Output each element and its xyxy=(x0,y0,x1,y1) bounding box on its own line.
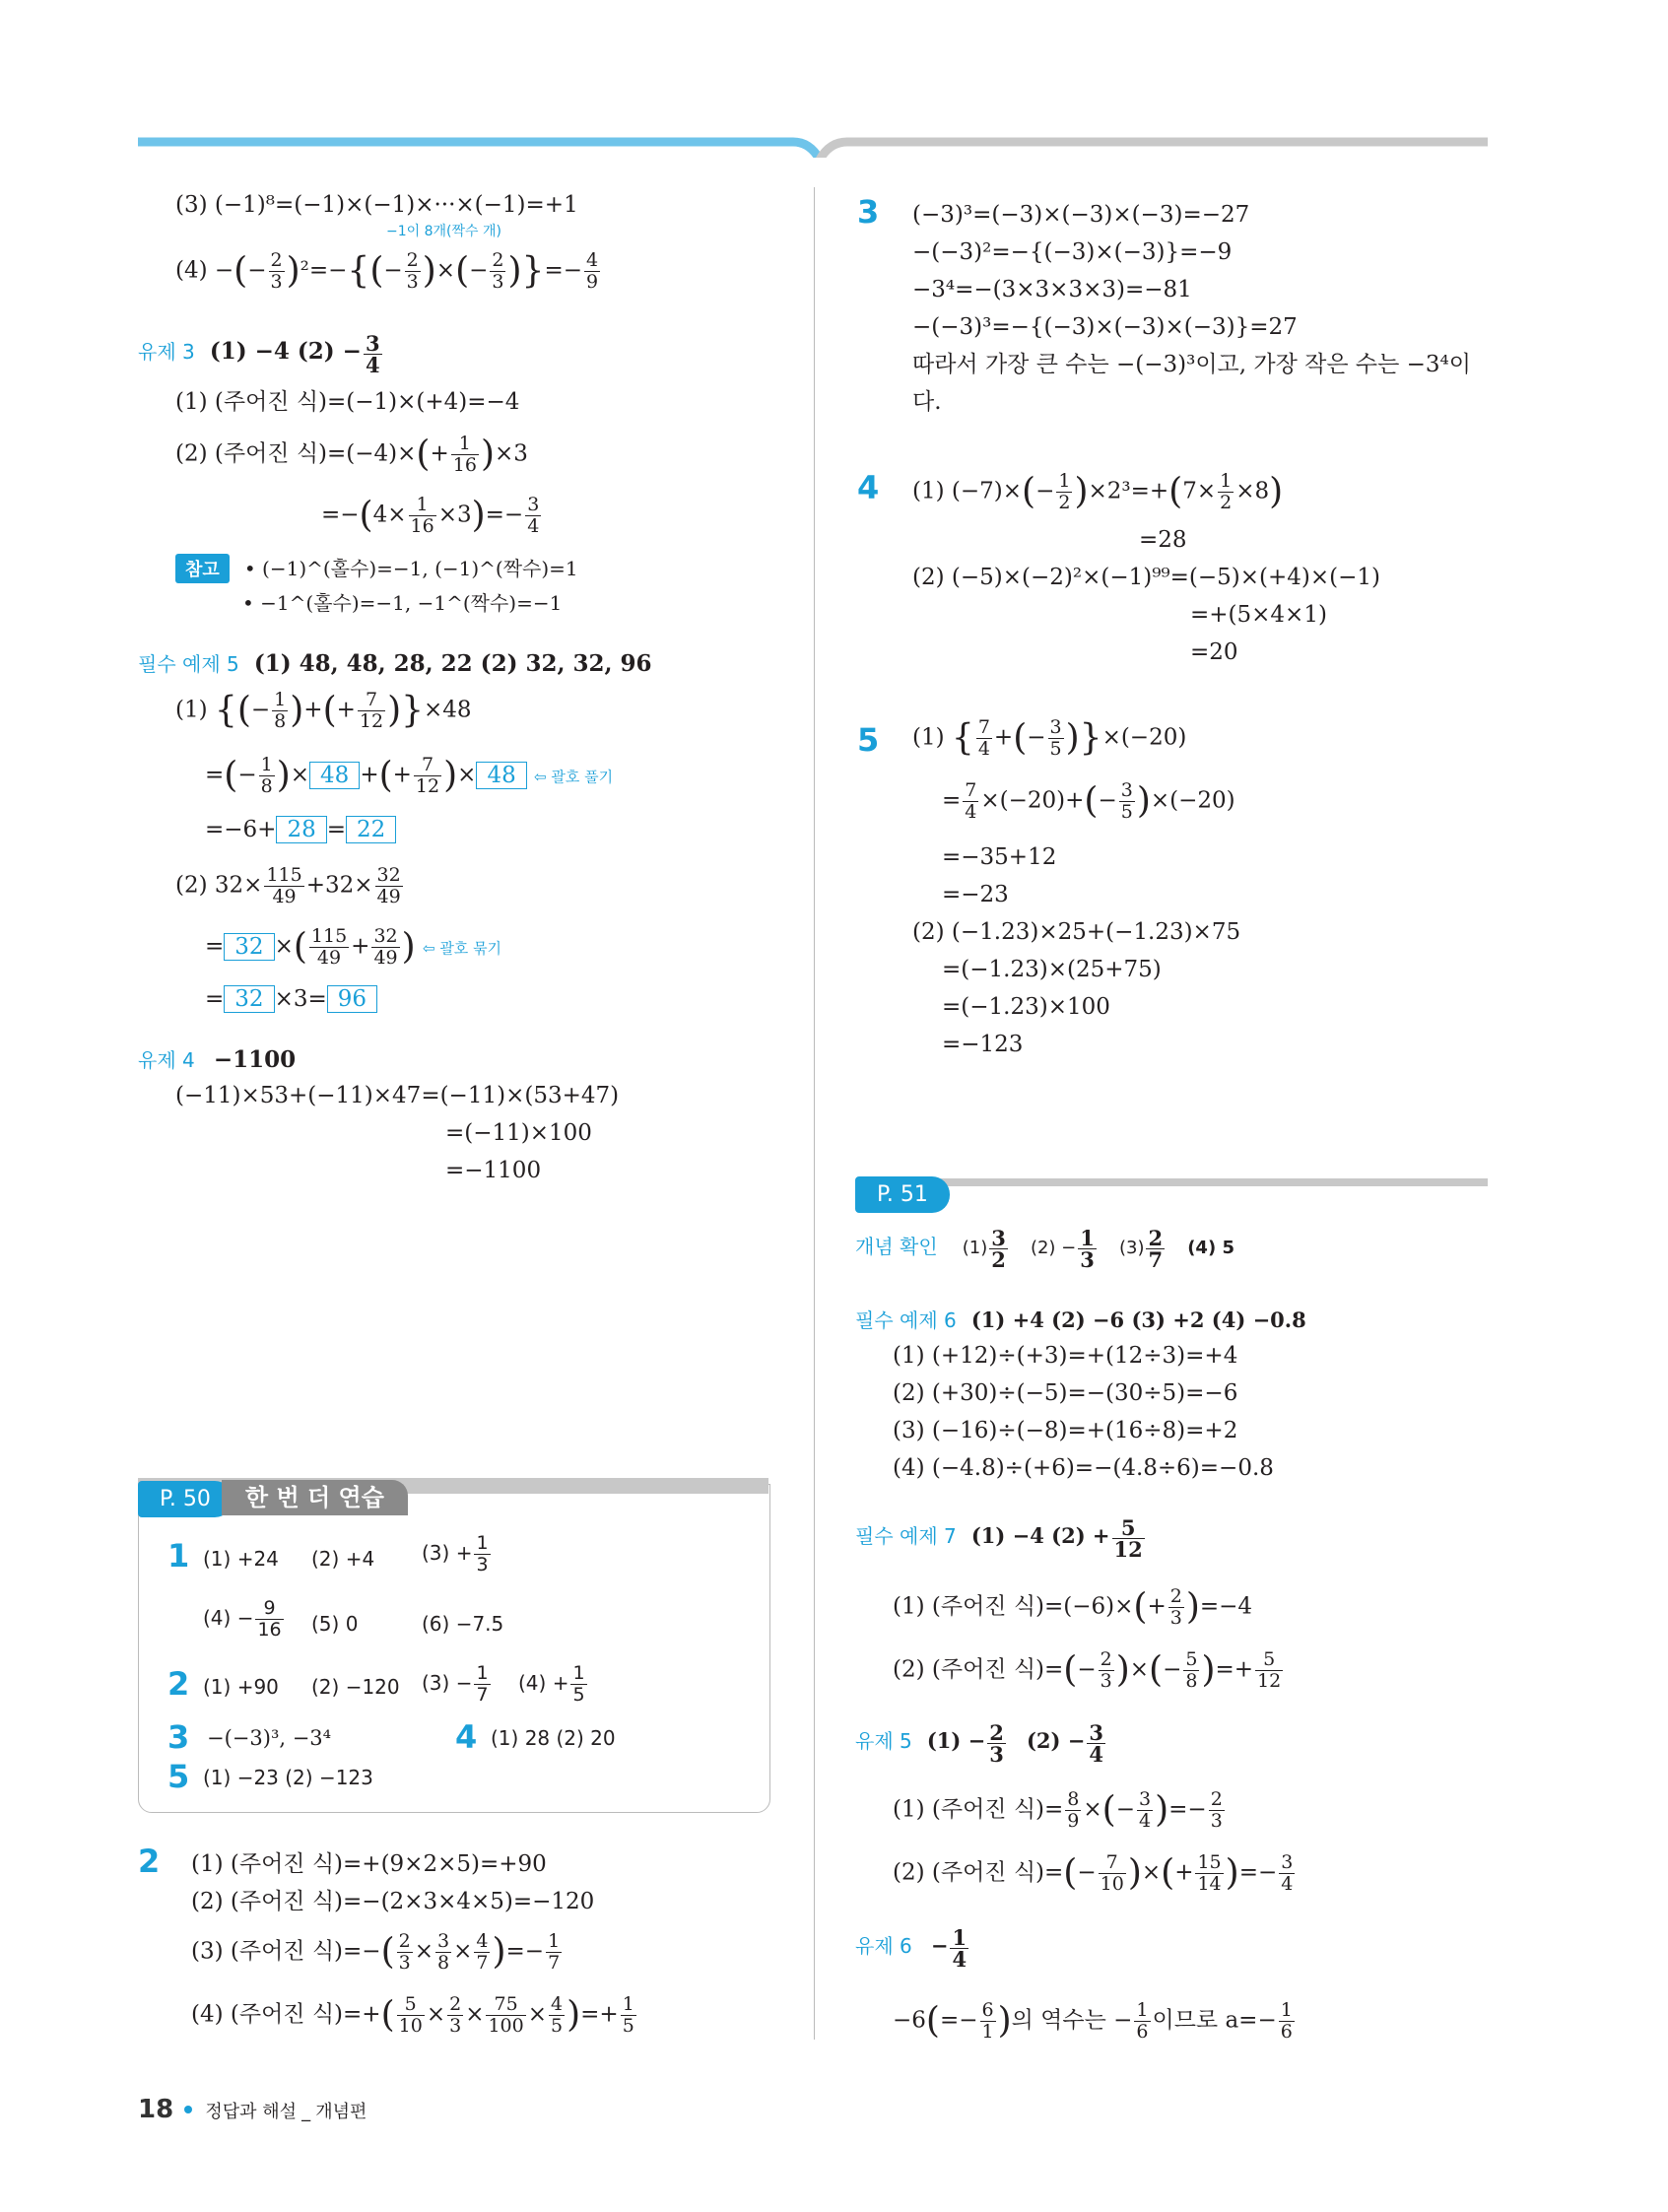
ex6-header: 필수 예제 6 (1) +4 (2) −6 (3) +2 (4) −0.8 xyxy=(855,1307,1306,1332)
ex7-header: 필수 예제 7 (1) −4 (2) + $\frac{5}{12}$ xyxy=(855,1515,1143,1562)
ex5-line3: =−6+ 28 = 22 xyxy=(205,816,396,843)
ex5-line1: (1) {(− $\frac{1}{8}$ )+(+ $\frac{7}{12}$ )}×48 xyxy=(175,689,472,732)
sol3-line5: 따라서 가장 큰 수는 −(−3)³이고, 가장 작은 수는 −3⁴이 xyxy=(912,352,1471,377)
yj4-line1: (−11)×53+(−11)×47=(−11)×(53+47) xyxy=(175,1083,620,1108)
answer-box: 22 xyxy=(346,816,396,843)
practice-a3: −(−3)³, −3⁴ xyxy=(207,1726,332,1750)
practice-num-2: 2 xyxy=(167,1665,190,1703)
yj3-header: 유제 3 (1) −4 (2) − $\frac{3}{4}$ xyxy=(138,331,380,377)
sol3-line3: −3⁴=−(3×3×3×3)=−81 xyxy=(912,277,1192,302)
p51-badge: P. 51 xyxy=(855,1176,950,1213)
sol4-line5: =20 xyxy=(1190,639,1238,665)
answer-box: 32 xyxy=(224,985,274,1013)
practice-a1-3: (3) + $\frac{1}{3}$ xyxy=(422,1532,489,1575)
answer-box: 48 xyxy=(476,762,526,789)
practice-a1-2: (2) +4 xyxy=(311,1547,375,1571)
sol3-line4: −(−3)³=−{(−3)×(−3)×(−3)}=27 xyxy=(912,314,1298,340)
ex5-line4: (2) 32× $\frac{115}{49}$ +32× $\frac{32}{49}$ xyxy=(175,864,401,907)
reference-badge: 참고 xyxy=(175,554,230,583)
ex4-line3: (3) (−1)⁸=(−1)×(−1)×···×(−1)=+1 xyxy=(175,192,578,218)
ex5-header: 필수 예제 5 (1) 48, 48, 28, 22 (2) 32, 32, 96 xyxy=(138,650,652,677)
sol5-line8: =−123 xyxy=(942,1032,1024,1057)
practice-a2-3: (3) − $\frac{1}{7}$ xyxy=(422,1662,489,1706)
yj3-step2: (2) (주어진 식)=(−4)×(+ $\frac{1}{16}$ )×3 xyxy=(175,433,528,476)
yj5-line1: (1) (주어진 식)= $\frac{8}{9}$ ×(− $\frac{3}{4}$ )=− $\frac{2}{3}$ xyxy=(893,1788,1223,1832)
practice-a2-1: (1) +90 xyxy=(203,1675,279,1699)
ex6-line3: (3) (−16)÷(−8)=+(16÷8)=+2 xyxy=(893,1418,1238,1443)
answer-box: 48 xyxy=(309,762,360,789)
sol2-num: 2 xyxy=(138,1843,161,1880)
ex7-line1: (1) (주어진 식)=(−6)×(+ $\frac{2}{3}$ )=−4 xyxy=(893,1585,1253,1629)
sol2-line4: (4) (주어진 식)=+( $\frac{5}{10}$ × $\frac{2}{3}$ × $\frac{75}{100}$ × $\frac{4}{5}$ )=+ $\frac{1}{5}$ xyxy=(191,1993,634,2037)
sol3-line1: (−3)³=(−3)×(−3)×(−3)=−27 xyxy=(912,202,1250,228)
practice-a4: (1) 28 (2) 20 xyxy=(491,1726,616,1750)
sol4-line4: =+(5×4×1) xyxy=(1190,602,1327,628)
practice-a2-2: (2) −120 xyxy=(311,1675,400,1699)
ex6-line2: (2) (+30)÷(−5)=−(30÷5)=−6 xyxy=(893,1380,1238,1406)
practice-num-5: 5 xyxy=(167,1758,190,1795)
yj5-header: 유제 5 (1) − $\frac{2}{3}$ (2) − $\frac{3}{4}$ xyxy=(855,1720,1103,1767)
yj4-header: 유제 4 −1100 xyxy=(138,1046,297,1073)
sol2-line3: (3) (주어진 식)=−( $\frac{2}{3}$ × $\frac{3}{8}$ × $\frac{4}{7}$ )=− $\frac{1}{7}$ xyxy=(191,1930,561,1974)
yj4-line3: =−1100 xyxy=(445,1158,542,1183)
yj3-reference: 참고 • (−1)^(홀수)=−1, (−1)^(짝수)=1 xyxy=(175,554,578,583)
concept-check: 개념 확인 (1) $\frac{3}{2}$ (2) − $\frac{1}{3}$ (3) $\frac{2}{7}$ (4) 5 xyxy=(855,1226,1234,1272)
sol4-line3: (2) (−5)×(−2)²×(−1)⁹⁹=(−5)×(+4)×(−1) xyxy=(912,565,1381,590)
ex4-line3-note: −1이 8개(짝수 개) xyxy=(386,224,501,239)
practice-num-4: 4 xyxy=(455,1718,478,1756)
practice-a2-4: (4) + $\frac{1}{5}$ xyxy=(518,1662,585,1706)
practice-a1-5: (5) 0 xyxy=(311,1612,359,1636)
sol3-line6: 다. xyxy=(912,389,942,415)
sol2-line1: (1) (주어진 식)=+(9×2×5)=+90 xyxy=(191,1851,547,1877)
yj6-header: 유제 6 − $\frac{1}{4}$ xyxy=(855,1925,967,1972)
answer-box: 28 xyxy=(276,816,326,843)
footer: 18 정답과 해설 _ 개념편 xyxy=(138,2095,367,2124)
yj6-line1: −6(=− $\frac{6}{1}$ )의 역수는 − $\frac{1}{6}$ 이므로 a=− $\frac{1}{6}$ xyxy=(893,1999,1293,2043)
practice-a1-1: (1) +24 xyxy=(203,1547,279,1571)
ex5-line6: = 32 ×3= 96 xyxy=(205,985,377,1013)
ex7-line2: (2) (주어진 식)=(− $\frac{2}{3}$ )×(− $\frac{5}{8}$ )=+ $\frac{5}{12}$ xyxy=(893,1648,1282,1692)
practice-num-3: 3 xyxy=(167,1718,190,1756)
answer-box: 32 xyxy=(224,933,274,961)
practice-num-1: 1 xyxy=(167,1537,190,1575)
yj3-step1: (1) (주어진 식)=(−1)×(+4)=−4 xyxy=(175,389,520,415)
practice-a1-4: (4) − $\frac{9}{16}$ xyxy=(203,1597,282,1641)
sol4-num: 4 xyxy=(857,469,880,506)
practice-header: P. 50 한 번 더 연습 xyxy=(138,1478,408,1517)
sol3-num: 3 xyxy=(857,193,880,231)
sol2-line2: (2) (주어진 식)=−(2×3×4×5)=−120 xyxy=(191,1889,595,1914)
p51-rule xyxy=(857,1178,1488,1186)
sol5-line4: =−23 xyxy=(942,882,1009,907)
yj4-line2: =(−11)×100 xyxy=(445,1120,592,1146)
sol4-line1: (1) (−7)×(− $\frac{1}{2}$ )×2³=+(7× $\frac{1}{2}$ ×8) xyxy=(912,470,1284,513)
sol5-num: 5 xyxy=(857,721,880,759)
sol5-line1: (1) { $\frac{7}{4}$ +(− $\frac{3}{5}$ )}×(−20) xyxy=(912,716,1187,760)
practice-a5: (1) −23 (2) −123 xyxy=(203,1766,373,1789)
ex6-line1: (1) (+12)÷(+3)=+(12÷3)=+4 xyxy=(893,1343,1238,1369)
ex4-line4: (4) −(− $\frac{2}{3}$ )²=−{(− $\frac{2}{3}$ )×(− $\frac{2}{3}$ )}=− $\frac{4}{9}$ xyxy=(175,249,599,293)
header-rule xyxy=(0,0,1668,158)
sol5-line6: =(−1.23)×(25+75) xyxy=(942,957,1162,982)
ex5-line2: =(− $\frac{1}{8}$ )× 48 +(+ $\frac{7}{12}$ )× 48 ⇦ 괄호 풀기 xyxy=(205,754,614,797)
ex6-line4: (4) (−4.8)÷(+6)=−(4.8÷6)=−0.8 xyxy=(893,1455,1274,1481)
ex5-line5: = 32 ×( $\frac{115}{49}$ + $\frac{32}{49}$ ) ⇦ 괄호 묶기 xyxy=(205,925,502,969)
answer-box: 96 xyxy=(327,985,377,1013)
sol5-line5: (2) (−1.23)×25+(−1.23)×75 xyxy=(912,919,1241,945)
sol5-line7: =(−1.23)×100 xyxy=(942,994,1110,1020)
yj3-step3: =−(4× $\frac{1}{16}$ ×3)=− $\frac{3}{4}$ xyxy=(321,494,540,537)
sol4-line2: =28 xyxy=(1139,527,1187,553)
column-divider xyxy=(814,187,815,2040)
sol5-line2: = $\frac{7}{4}$ ×(−20)+(− $\frac{3}{5}$ )×(−20) xyxy=(942,779,1235,823)
practice-a1-6: (6) −7.5 xyxy=(422,1612,504,1636)
sol5-line3: =−35+12 xyxy=(942,844,1057,870)
sol3-line2: −(−3)²=−{(−3)×(−3)}=−9 xyxy=(912,239,1233,265)
yj5-line2: (2) (주어진 식)=(− $\frac{7}{10}$ )×(+ $\frac{15}{14}$ )=− $\frac{3}{4}$ xyxy=(893,1851,1294,1895)
yj3-reference-2: • −1^(홀수)=−1, −1^(짝수)=−1 xyxy=(242,591,563,615)
